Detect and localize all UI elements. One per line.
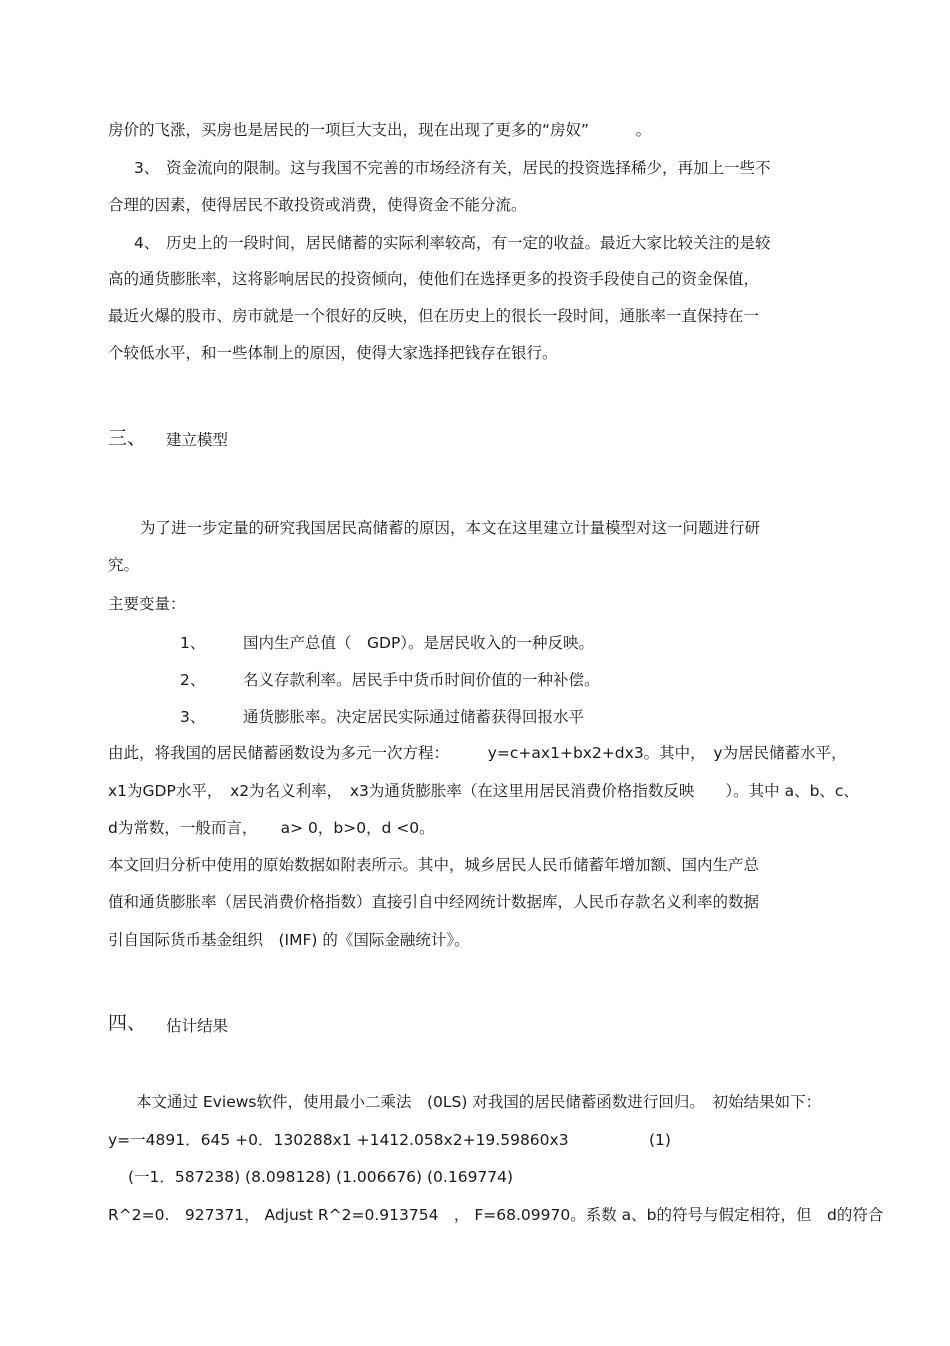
variable-2-text: 名义存款利率。居民手中货币时间价值的一种补偿。	[243, 671, 600, 689]
section-4-number: 四、	[108, 1012, 147, 1034]
t-statistics: (一1．587238) (8.098128) (1.006676) (0.169774)	[128, 1168, 514, 1186]
variables-label: 主要变量：	[108, 595, 186, 613]
model-line-3: d为常数，一般而言， a> 0，b>0，d <0。	[108, 819, 435, 837]
variable-1-number: 1、	[180, 634, 206, 652]
variable-3-text: 通货膨胀率。决定居民实际通过储蓄获得回报水平	[243, 708, 585, 726]
section-4-title: 估计结果	[166, 1017, 229, 1035]
item-4-line-4: 个较低水平，和一些体制上的原因，使得大家选择把钱存在银行。	[108, 344, 558, 362]
model-line-1: 由此，将我国的居民储蓄函数设为多元一次方程： y=c+ax1+bx2+dx3。其中， y为居民储蓄水平，	[108, 744, 847, 762]
equation-label: (1)	[649, 1131, 671, 1149]
item-4-line-1: 历史上的一段时间，居民储蓄的实际利率较高，有一定的收益。最近大家比较关注的是较	[166, 234, 771, 252]
section-3-title: 建立模型	[166, 431, 229, 449]
data-line-2: 值和通货膨胀率（居民消费价格指数）直接引自中经网统计数据库，人民币存款名义利率的数据	[108, 893, 760, 911]
item-4-number: 4、	[134, 234, 160, 252]
variable-3-number: 3、	[180, 708, 206, 726]
section-3-intro-line-1: 为了进一步定量的研究我国居民高储蓄的原因，本文在这里建立计量模型对这一问题进行研	[140, 519, 761, 537]
item-3-number: 3、	[134, 159, 160, 177]
item-4-line-3: 最近火爆的股市、房市就是一个很好的反映，但在历史上的很长一段时间，通胀率一直保持在一	[108, 307, 760, 325]
section-3-intro-line-2: 究。	[108, 556, 140, 574]
model-line-2: x1为GDP水平， x2为名义利率， x3为通货膨胀率（在这里用居民消费价格指数反映 ）。其中 a、b、c、	[108, 782, 859, 800]
variable-1-text: 国内生产总值（ GDP）。是居民收入的一种反映。	[243, 634, 595, 652]
item-3-line-1: 资金流向的限制。这与我国不完善的市场经济有关，居民的投资选择稀少，再加上一些不	[166, 159, 771, 177]
section-3-number: 三、	[108, 427, 147, 449]
data-line-3: 引自国际货币基金组织 (IMF) 的《国际金融统计》。	[108, 931, 470, 949]
item-3-line-2: 合理的因素，使得居民不敢投资或消费，使得资金不能分流。	[108, 196, 527, 214]
variable-2-number: 2、	[180, 671, 206, 689]
item-4-line-2: 高的通货膨胀率，这将影响居民的投资倾向，使他们在选择更多的投资手段使自己的资金保值，	[108, 270, 760, 288]
data-line-1: 本文回归分析中使用的原始数据如附表所示。其中，城乡居民人民币储蓄年增加额、国内生产总	[108, 856, 760, 874]
regression-equation: y=一4891．645 +0．130288x1 +1412.058x2+19.59860x3	[108, 1131, 569, 1149]
fit-statistics: R^2=0. 927371， Adjust R^2=0.913754 ， F=68.09970。系数 a、b的符号与假定相符，但 d的符合	[108, 1206, 884, 1224]
paragraph-tail: 房价的飞涨，买房也是居民的一项巨大支出，现在出现了更多的“房奴” 。	[108, 121, 652, 139]
section-4-intro: 本文通过 Eviews软件，使用最小二乘法 (0LS) 对我国的居民储蓄函数进行回归。 初始结果如下：	[136, 1093, 822, 1111]
